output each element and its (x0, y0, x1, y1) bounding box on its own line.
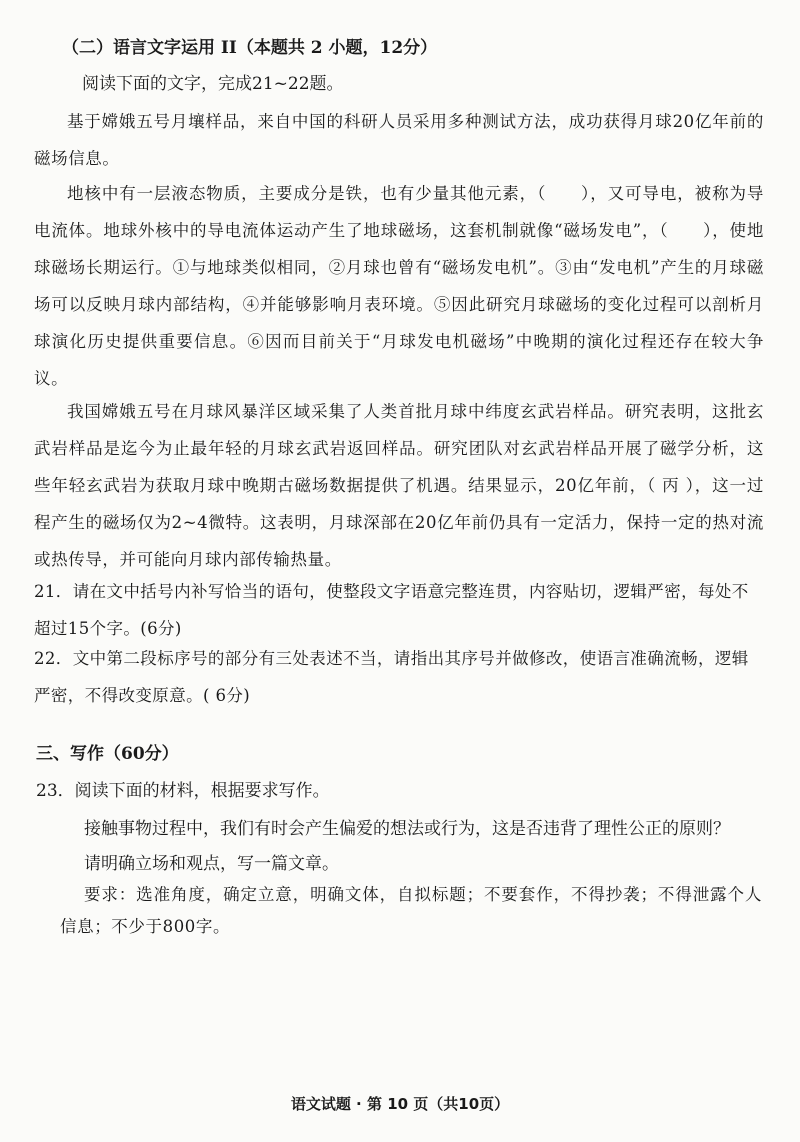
page-footer: 语文试题 · 第 10 页（共10页） (290, 1095, 510, 1113)
question-21: 21．请在文中括号内补写恰当的语句，使整段文字语意完整连贯，内容贴切，逻辑严密，每处不超过15个字。(6分) (34, 582, 749, 638)
passage-paragraph-3: 我国嫦娥五号在月球风暴洋区域采集了人类首批月球中纬度玄武岩样品。研究表明，这批玄武岩样品是迄今为止最年轻的月球玄武岩返回样品。研究团队对玄武岩样品开展了磁学分析，这些年轻玄武岩为获取月球中晚期古磁场数据提供了机遇。结果显示，20亿年前，（ 丙 ），这一过程产生的磁场仅为2~4微特。这表明，月球深部在20亿年前仍具有一定活力，保持一定的热对流或热传导，并可能向月球内部传输热量。 (34, 402, 764, 569)
writing-task: 请明确立场和观点，写一篇文章。 (84, 854, 339, 874)
writing-requirements: 要求：选准角度，确定立意，明确文体，自拟标题；不要套作，不得抄袭；不得泄露个人信息；不少于800字。 (60, 885, 762, 936)
question-22: 22．文中第二段标序号的部分有三处表述不当，请指出其序号并做修改，使语言准确流畅，逻辑严密，不得改变原意。( 6分) (34, 649, 749, 705)
section-heading-language-use: （二）语言文字运用 II（本题共 2 小题，12分） (62, 38, 438, 58)
passage-paragraph-1: 基于嫦娥五号月壤样品，来自中国的科研人员采用多种测试方法，成功获得月球20亿年前的磁场信息。 (34, 112, 764, 168)
reading-instruction: 阅读下面的文字，完成21~22题。 (82, 74, 344, 94)
passage-paragraph-2: 地核中有一层液态物质，主要成分是铁，也有少量其他元素，（ ），又可导电，被称为导电流体。地球外核中的导电流体运动产生了地球磁场，这套机制就像“磁场发电”，（ ），使地球磁场长期运行。①与地球类似相同，②月球也曾有“磁场发电机”。③由“发电机”产生的月球磁场可以反映月球内部结构，④并能够影响月表环境。⑤因此研究月球磁场的变化过程可以剖析月球演化历史提供重要信息。⑥因而目前关于“月球发电机磁场”中晚期的演化过程还存在较大争议。 (34, 184, 764, 388)
question-23: 23．阅读下面的材料，根据要求写作。 (36, 781, 330, 801)
section-heading-writing: 三、写作（60分） (36, 744, 179, 764)
writing-material: 接触事物过程中，我们有时会产生偏爱的想法或行为，这是否违背了理性公正的原则？ (84, 819, 730, 839)
